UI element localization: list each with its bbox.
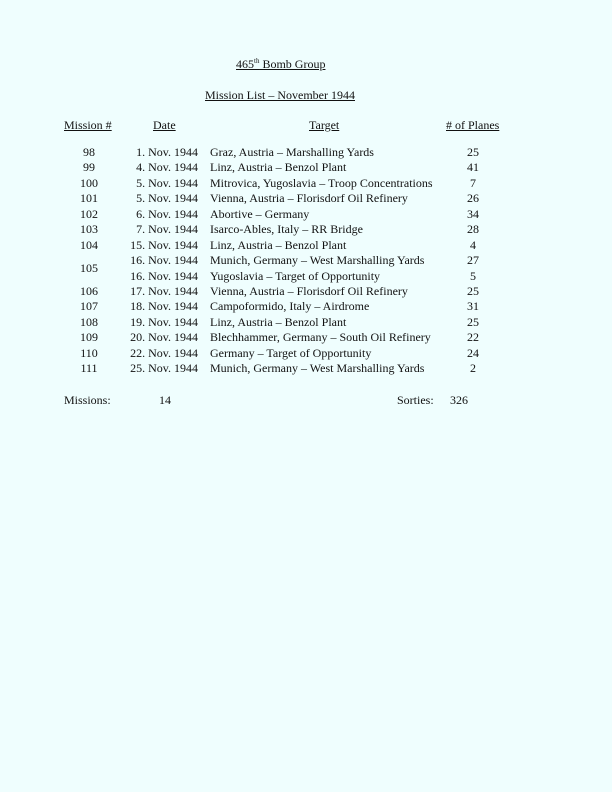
table-row — [0, 176, 612, 191]
mission-planes: 24 — [467, 345, 479, 360]
table-row — [0, 361, 612, 376]
table-row — [0, 145, 612, 160]
group-suffix: th — [254, 57, 260, 65]
group-number: 465 — [236, 57, 254, 71]
mission-date: 25. Nov. 1944 — [130, 361, 198, 376]
mission-planes: 25 — [467, 283, 479, 298]
mission-date: 5. Nov. 1944 — [136, 175, 198, 190]
mission-target: Yugoslavia – Target of Opportunity — [210, 268, 381, 283]
mission-target: Blechhammer, Germany – South Oil Refinery — [210, 330, 431, 345]
mission-number: 101 — [80, 191, 98, 206]
mission-date: 20. Nov. 1944 — [130, 330, 198, 345]
mission-date: 4. Nov. 1944 — [136, 160, 198, 175]
mission-date: 16. Nov. 1944 — [130, 253, 198, 268]
table-row — [0, 299, 612, 314]
mission-number: 110 — [80, 345, 98, 360]
table-row — [0, 315, 612, 330]
mission-planes: 22 — [467, 330, 479, 345]
mission-date: 17. Nov. 1944 — [130, 283, 198, 298]
mission-number: 100 — [80, 175, 98, 190]
mission-number: 105 — [80, 260, 98, 275]
mission-date: 5. Nov. 1944 — [136, 191, 198, 206]
table-row — [0, 253, 612, 275]
sorties-total-label: Sorties: — [397, 393, 434, 407]
mission-target: Munich, Germany – West Marshalling Yards — [210, 253, 425, 268]
mission-number: 111 — [80, 361, 98, 376]
mission-planes: 41 — [467, 160, 479, 175]
mission-number: 108 — [80, 314, 98, 329]
table-row — [0, 284, 612, 299]
mission-date: 15. Nov. 1944 — [130, 237, 198, 252]
mission-date: 19. Nov. 1944 — [130, 314, 198, 329]
table-row — [0, 160, 612, 175]
mission-date: 6. Nov. 1944 — [136, 206, 198, 221]
mission-number: 98 — [83, 145, 95, 159]
column-header-date: Date — [153, 118, 176, 132]
mission-date: 16. Nov. 1944 — [130, 268, 198, 283]
mission-target: Mitrovica, Yugoslavia – Troop Concentrations — [210, 175, 433, 190]
column-header-mission: Mission # — [64, 118, 112, 132]
mission-number: 106 — [80, 283, 98, 298]
missions-total-label: Missions: — [64, 393, 111, 407]
group-title — [236, 57, 325, 72]
mission-target: Linz, Austria – Benzol Plant — [210, 314, 347, 329]
mission-number: 104 — [80, 237, 98, 252]
table-row — [0, 346, 612, 361]
table-row — [0, 207, 612, 222]
table-row — [0, 191, 612, 206]
mission-planes: 4 — [470, 237, 476, 252]
mission-number: 109 — [80, 330, 98, 345]
mission-planes: 25 — [467, 314, 479, 329]
mission-target: Munich, Germany – West Marshalling Yards — [210, 361, 425, 376]
group-name: Bomb Group — [259, 57, 326, 71]
mission-table — [0, 145, 612, 377]
mission-target: Vienna, Austria – Florisdorf Oil Refinery — [210, 191, 408, 206]
mission-number: 103 — [80, 222, 98, 237]
mission-target: Linz, Austria – Benzol Plant — [210, 160, 347, 175]
mission-date: 18. Nov. 1944 — [130, 299, 198, 314]
column-header-planes: # of Planes — [446, 118, 500, 132]
mission-target: Vienna, Austria – Florisdorf Oil Refinery — [210, 283, 408, 298]
mission-planes: 7 — [470, 175, 476, 190]
mission-planes: 27 — [467, 253, 479, 268]
mission-target: Graz, Austria – Marshalling Yards — [210, 145, 374, 159]
mission-target: Campoformido, Italy – Airdrome — [210, 299, 370, 314]
mission-planes: 34 — [467, 206, 479, 221]
mission-target: Linz, Austria – Benzol Plant — [210, 237, 347, 252]
mission-planes: 2 — [470, 361, 476, 376]
mission-planes: 31 — [467, 299, 479, 314]
mission-planes: 28 — [467, 222, 479, 237]
mission-date: 1. Nov. 1944 — [136, 145, 198, 159]
mission-planes: 5 — [470, 268, 476, 283]
sorties-total-value: 326 — [450, 393, 468, 407]
mission-target: Germany – Target of Opportunity — [210, 345, 372, 360]
mission-target: Isarco-Ables, Italy – RR Bridge — [210, 222, 363, 237]
mission-target: Abortive – Germany — [210, 206, 310, 221]
mission-planes: 26 — [467, 191, 479, 206]
mission-date: 22. Nov. 1944 — [130, 345, 198, 360]
mission-planes: 25 — [467, 145, 479, 159]
mission-number: 99 — [83, 160, 95, 175]
table-row — [0, 330, 612, 345]
mission-number: 107 — [80, 299, 98, 314]
list-title: Mission List – November 1944 — [205, 88, 355, 102]
mission-date: 7. Nov. 1944 — [136, 222, 198, 237]
table-row — [0, 222, 612, 237]
missions-total-value: 14 — [159, 393, 171, 407]
table-row — [0, 238, 612, 253]
table-row — [0, 269, 612, 284]
mission-number: 102 — [80, 206, 98, 221]
column-header-target: Target — [309, 118, 340, 132]
